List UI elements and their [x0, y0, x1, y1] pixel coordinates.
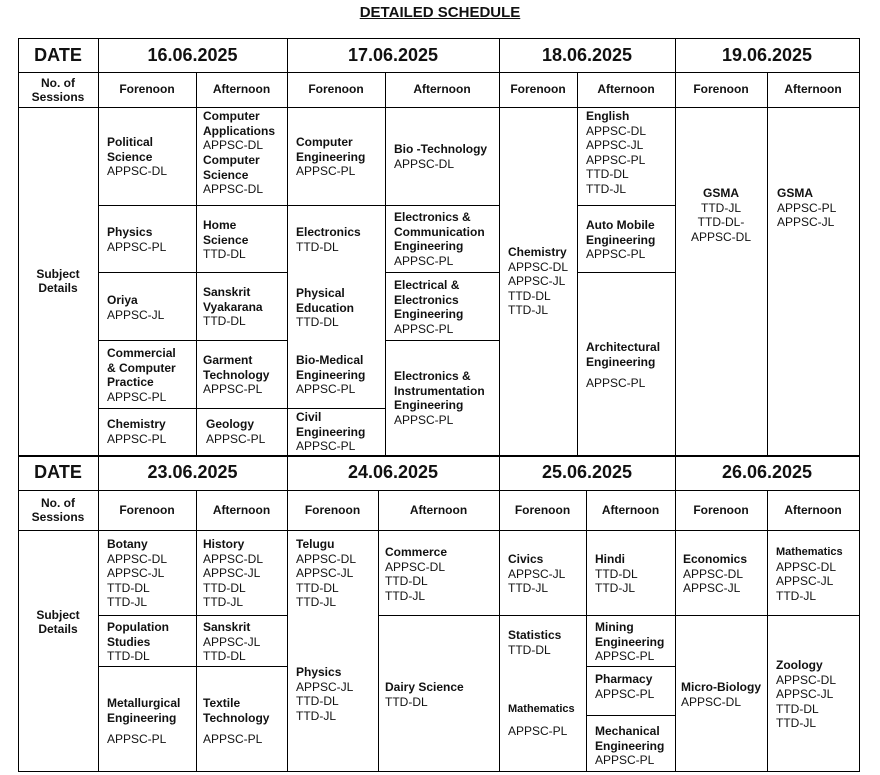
subject-name: Mechanical	[595, 724, 660, 738]
post-code: APPSC-DL	[203, 138, 264, 152]
date-header: 18.06.2025	[541, 45, 633, 65]
post-code: APPSC-PL	[296, 164, 356, 178]
post-code: TTD-DL	[296, 580, 339, 595]
subject-name: Engineering	[394, 239, 464, 253]
post-code: TTD-DL	[107, 649, 150, 663]
post-code: APPSC-PL	[206, 431, 266, 446]
post-code: TTD-DL	[296, 694, 339, 708]
subject-entry	[107, 346, 176, 404]
forenoon-header: Forenoon	[693, 503, 749, 517]
subject-name: Pharmacy	[595, 672, 653, 686]
post-code: TTD-JL	[107, 595, 147, 609]
forenoon-header: Forenoon	[119, 503, 175, 517]
post-code: TTD-DL	[776, 701, 819, 716]
afternoon-header: Afternoon	[212, 503, 271, 517]
afternoon-header: Afternoon	[409, 503, 468, 517]
subject-entry	[296, 135, 365, 179]
date-header: 25.06.2025	[541, 462, 633, 482]
post-code: APPSC-DL	[203, 551, 264, 566]
table-border	[196, 490, 197, 771]
post-code: APPSC-PL	[107, 431, 167, 446]
subject-name: Mathematics	[776, 546, 843, 558]
subject-name: Electronics	[394, 292, 459, 307]
subject-name: Political	[107, 135, 154, 149]
post-code: APPSC-DL	[683, 566, 744, 581]
post-code: TTD-DL	[508, 288, 551, 303]
subject-name: Technology	[203, 367, 270, 382]
post-code: TTD-DL	[296, 239, 339, 254]
subject-entry	[777, 186, 836, 230]
subject-name: Electronics &	[394, 369, 471, 383]
subject-name: Electrical &	[394, 278, 460, 292]
subject-name: Electronics &	[394, 210, 471, 224]
subject-entry	[394, 142, 487, 171]
subject-name: Dairy Science	[385, 680, 464, 694]
post-code: TTD-DL	[203, 314, 246, 328]
subject-name: Engineering	[595, 738, 665, 753]
subject-entry	[595, 724, 664, 768]
post-code: TTD-JL	[203, 595, 243, 609]
post-code: APPSC-DL	[776, 672, 837, 687]
subject-name: Bio -Technology	[394, 142, 488, 156]
subject-name: Practice	[107, 375, 154, 389]
table-border	[859, 38, 860, 455]
subject-entry	[203, 353, 269, 397]
subject-name: Oriya	[107, 293, 138, 307]
forenoon-header: Forenoon	[308, 82, 364, 96]
post-code: TTD-JL	[385, 588, 425, 603]
subject-name: Engineering	[586, 354, 656, 369]
subject-entry	[296, 665, 353, 723]
post-code: APPSC-PL	[394, 253, 454, 268]
subject-name: Electronics	[296, 225, 361, 239]
sessions-label-line: No. of	[41, 76, 75, 90]
subject-name: Engineering	[394, 398, 464, 412]
post-code: APPSC-PL	[595, 686, 655, 701]
table-border	[675, 615, 767, 616]
subject-entry	[296, 286, 354, 330]
post-code: APPSC-PL	[586, 247, 646, 261]
subject-name: Civil	[296, 410, 322, 424]
subject-entry	[586, 340, 660, 391]
subject-entry	[203, 109, 275, 153]
subject-name: Home	[203, 218, 237, 232]
post-code: APPSC-PL	[777, 200, 837, 215]
sessions-label-line: Sessions	[31, 90, 85, 104]
subject-name: Engineering	[296, 424, 366, 439]
subject-details-label-line: Details	[38, 622, 78, 636]
post-code: TTD-DL	[385, 694, 428, 709]
post-code: TTD-JL	[776, 716, 816, 730]
subject-details-label	[18, 267, 98, 295]
post-code: APPSC-DL	[681, 694, 742, 709]
subject-name: Engineering	[296, 367, 366, 382]
subject-name: Science	[107, 149, 153, 164]
post-code: APPSC-JL	[203, 566, 261, 580]
post-code: APPSC-DL	[385, 559, 446, 574]
subject-name: Engineering	[107, 710, 177, 725]
subject-name: Technology	[203, 710, 270, 725]
sessions-label	[18, 496, 98, 524]
subject-name: Botany	[107, 537, 148, 551]
post-code: APPSC-JL	[508, 274, 566, 288]
table-border	[586, 490, 587, 771]
post-code: TTD-JL	[508, 303, 548, 317]
subject-entry	[508, 702, 575, 738]
date-label: DATE	[34, 45, 82, 65]
subject-entry	[107, 293, 164, 322]
subject-name: Physical	[296, 286, 345, 300]
subject-entry	[203, 285, 263, 329]
subject-entry	[394, 278, 463, 336]
post-code: TTD-DL	[107, 580, 150, 595]
post-code: APPSC-DL	[508, 259, 569, 274]
post-code: TTD-JL	[586, 181, 626, 196]
subject-name: Studies	[107, 634, 151, 649]
subject-name: Sanskrit	[203, 620, 251, 634]
table-border	[499, 615, 675, 616]
afternoon-header: Afternoon	[212, 82, 271, 96]
table-border	[196, 72, 197, 455]
post-code: APPSC-JL	[203, 634, 261, 649]
subject-name: Chemistry	[107, 417, 166, 431]
post-code: APPSC-JL	[777, 215, 835, 229]
subject-name: Architectural	[586, 340, 661, 354]
subject-name: Applications	[203, 123, 276, 138]
table-border	[98, 340, 287, 341]
post-code: TTD-JL	[595, 581, 635, 595]
forenoon-header: Forenoon	[510, 82, 566, 96]
post-code: TTD-DL	[296, 315, 339, 329]
table-border	[378, 490, 379, 771]
subject-name: Zoology	[776, 658, 823, 672]
post-code: TTD-JL	[776, 588, 816, 603]
post-code: APPSC-DL	[776, 559, 837, 574]
post-code: APPSC-DL	[107, 164, 168, 178]
post-code: APPSC-PL	[595, 649, 655, 663]
post-code: APPSC-PL	[394, 321, 454, 336]
table-border	[98, 408, 287, 409]
forenoon-header: Forenoon	[119, 82, 175, 96]
subject-name: Telugu	[296, 537, 335, 551]
date-header: 26.06.2025	[721, 462, 813, 482]
post-code: APPSC-PL	[586, 152, 646, 167]
subject-name: Communication	[394, 224, 485, 239]
date-header: 17.06.2025	[347, 45, 439, 65]
table-border	[767, 615, 859, 616]
subject-entry	[203, 620, 260, 664]
subject-name: Economics	[683, 552, 748, 566]
post-code: TTD-DL	[203, 649, 246, 663]
forenoon-header: Forenoon	[514, 503, 571, 517]
post-code: APPSC-DL	[107, 551, 168, 566]
subject-name: Micro-Biology	[681, 680, 761, 694]
subject-name: Mining	[595, 620, 634, 634]
subject-name: GSMA	[777, 186, 813, 200]
date-header: 23.06.2025	[147, 462, 238, 482]
post-code: TTD-DL	[508, 642, 551, 657]
subject-entry	[385, 545, 447, 603]
post-code: APPSC-DL	[203, 182, 264, 196]
post-code: TTD-DL	[586, 167, 629, 181]
post-code: APPSC-DL	[690, 229, 752, 244]
subject-name: Sanskrit	[203, 285, 251, 299]
post-code: APPSC-JL	[107, 566, 165, 580]
post-code: APPSC-PL	[107, 239, 167, 254]
sessions-label	[18, 76, 98, 104]
subject-name: Population	[107, 620, 169, 634]
post-code: APPSC-JL	[107, 307, 165, 322]
post-code: APPSC-PL	[296, 382, 356, 396]
subject-name: Commerce	[385, 545, 448, 559]
subject-name: Vyakarana	[203, 299, 263, 314]
post-code: APPSC-PL	[595, 753, 655, 767]
table-border	[385, 72, 386, 455]
subject-name: Garment	[203, 353, 253, 367]
table-border	[18, 771, 860, 772]
subject-name: Engineering	[595, 634, 665, 649]
post-code: APPSC-JL	[508, 566, 566, 581]
subject-entry	[595, 552, 638, 596]
subject-details-label-line: Subject	[36, 608, 80, 622]
subject-name: English	[586, 109, 630, 123]
post-code: APPSC-PL	[296, 439, 356, 453]
subject-name: Physics	[107, 225, 153, 239]
forenoon-header: Forenoon	[304, 503, 361, 517]
date-label: DATE	[34, 462, 82, 482]
post-code: TTD-JL	[296, 708, 336, 723]
subject-name: Computer	[296, 135, 353, 149]
page-title: DETAILED SCHEDULE	[359, 4, 521, 21]
subject-entry	[586, 218, 655, 262]
table-border	[577, 272, 675, 273]
subject-name: Hindi	[595, 552, 625, 566]
subject-name: Textile	[203, 696, 241, 710]
subject-entry	[296, 353, 365, 397]
subject-entry	[776, 545, 843, 603]
subject-entry	[107, 620, 169, 664]
table-border	[577, 205, 675, 206]
post-code: TTD-DL-	[697, 215, 745, 229]
subject-entry	[107, 537, 167, 610]
subject-name: Civics	[508, 552, 544, 566]
subject-entry	[508, 552, 565, 596]
table-border	[98, 205, 287, 206]
subject-details-label-line: Details	[38, 281, 78, 295]
table-border	[586, 666, 675, 667]
table-border	[577, 72, 578, 455]
table-border	[385, 205, 499, 206]
subject-name: Instrumentation	[394, 383, 485, 398]
table-border	[385, 340, 499, 341]
subject-name: Geology	[206, 417, 255, 431]
date-header: 16.06.2025	[147, 45, 238, 65]
subject-entry	[586, 109, 646, 196]
subject-details-label	[18, 608, 98, 636]
subject-entry	[203, 696, 269, 747]
table-border	[98, 615, 287, 616]
table-border	[586, 715, 675, 716]
subject-entry	[394, 369, 485, 427]
subject-entry	[203, 153, 263, 197]
post-code: APPSC-PL	[203, 382, 263, 396]
subject-name: Computer	[203, 109, 260, 123]
subject-entry	[595, 620, 664, 664]
subject-entry	[107, 417, 166, 446]
subject-name: Engineering	[296, 149, 366, 164]
subject-name: Metallurgical	[107, 696, 181, 710]
post-code: APPSC-JL	[683, 581, 741, 595]
table-border	[767, 490, 768, 771]
post-code: APPSC-PL	[107, 732, 167, 746]
subject-name: Engineering	[394, 307, 464, 321]
subject-name: Science	[203, 167, 249, 182]
subject-entry	[107, 696, 180, 747]
sessions-label-line: No. of	[41, 496, 75, 510]
subject-entry	[296, 410, 365, 454]
subject-name: Computer	[203, 153, 260, 167]
post-code: APPSC-JL	[776, 574, 834, 588]
table-border	[385, 272, 499, 273]
post-code: APPSC-PL	[107, 389, 167, 404]
subject-entry	[385, 680, 464, 709]
subject-entry	[296, 537, 356, 610]
post-code: APPSC-PL	[203, 732, 263, 746]
post-code: TTD-DL	[203, 580, 246, 595]
post-code: TTD-DL	[595, 566, 638, 581]
table-border	[287, 408, 385, 409]
date-header: 24.06.2025	[347, 462, 439, 482]
post-code: APPSC-JL	[296, 566, 354, 580]
subject-name: Physics	[296, 665, 342, 679]
post-code: APPSC-PL	[586, 376, 646, 390]
subject-entry	[206, 417, 265, 446]
date-header: 19.06.2025	[721, 45, 813, 65]
subject-entry	[683, 552, 747, 596]
table-border	[18, 530, 860, 531]
subject-name: Auto Mobile	[586, 218, 655, 232]
subject-name: GSMA	[703, 186, 739, 200]
subject-entry	[681, 680, 761, 709]
subject-name: History	[203, 537, 245, 551]
post-code: APPSC-JL	[776, 687, 834, 701]
subject-name: Education	[296, 300, 355, 315]
post-code: TTD-JL	[296, 595, 336, 609]
table-border	[767, 72, 768, 455]
forenoon-header: Forenoon	[693, 82, 749, 96]
subject-entry	[776, 658, 836, 731]
table-border	[18, 107, 860, 108]
afternoon-header: Afternoon	[597, 82, 655, 96]
afternoon-header: Afternoon	[784, 503, 842, 517]
subject-entry	[677, 186, 765, 244]
subject-name: Mathematics	[508, 703, 575, 715]
table-border	[98, 666, 287, 667]
subject-entry	[296, 225, 361, 254]
subject-entry	[508, 628, 561, 657]
subject-entry	[595, 672, 654, 701]
post-code: TTD-DL	[203, 247, 246, 261]
subject-entry	[107, 225, 166, 254]
subject-name: Commercial	[107, 346, 176, 360]
subject-entry	[203, 537, 263, 610]
post-code: APPSC-JL	[586, 138, 644, 152]
subject-entry	[508, 245, 568, 318]
sessions-label-line: Sessions	[31, 510, 85, 524]
subject-name: Bio-Medical	[296, 353, 364, 367]
table-border	[98, 272, 287, 273]
post-code: TTD-DL	[385, 574, 428, 588]
afternoon-header: Afternoon	[601, 503, 660, 517]
post-code: APPSC-DL	[296, 551, 357, 566]
table-border	[378, 615, 499, 616]
afternoon-header: Afternoon	[784, 82, 842, 96]
table-border	[859, 455, 860, 771]
subject-name: Engineering	[586, 232, 656, 247]
post-code: APPSC-JL	[296, 679, 354, 694]
post-code: APPSC-DL	[586, 123, 647, 138]
post-code: APPSC-PL	[394, 412, 454, 427]
post-code: TTD-JL	[508, 581, 548, 595]
subject-entry	[107, 135, 167, 179]
subject-name: Statistics	[508, 628, 562, 642]
table-border	[287, 205, 385, 206]
subject-entry	[394, 210, 485, 268]
subject-name: Chemistry	[508, 245, 567, 259]
subject-details-label-line: Subject	[36, 267, 80, 281]
post-code: TTD-JL	[701, 200, 741, 215]
post-code: APPSC-DL	[394, 156, 455, 171]
afternoon-header: Afternoon	[413, 82, 471, 96]
subject-entry	[203, 218, 248, 262]
post-code: APPSC-PL	[508, 723, 568, 738]
subject-name: & Computer	[107, 360, 176, 375]
subject-name: Science	[203, 232, 249, 247]
